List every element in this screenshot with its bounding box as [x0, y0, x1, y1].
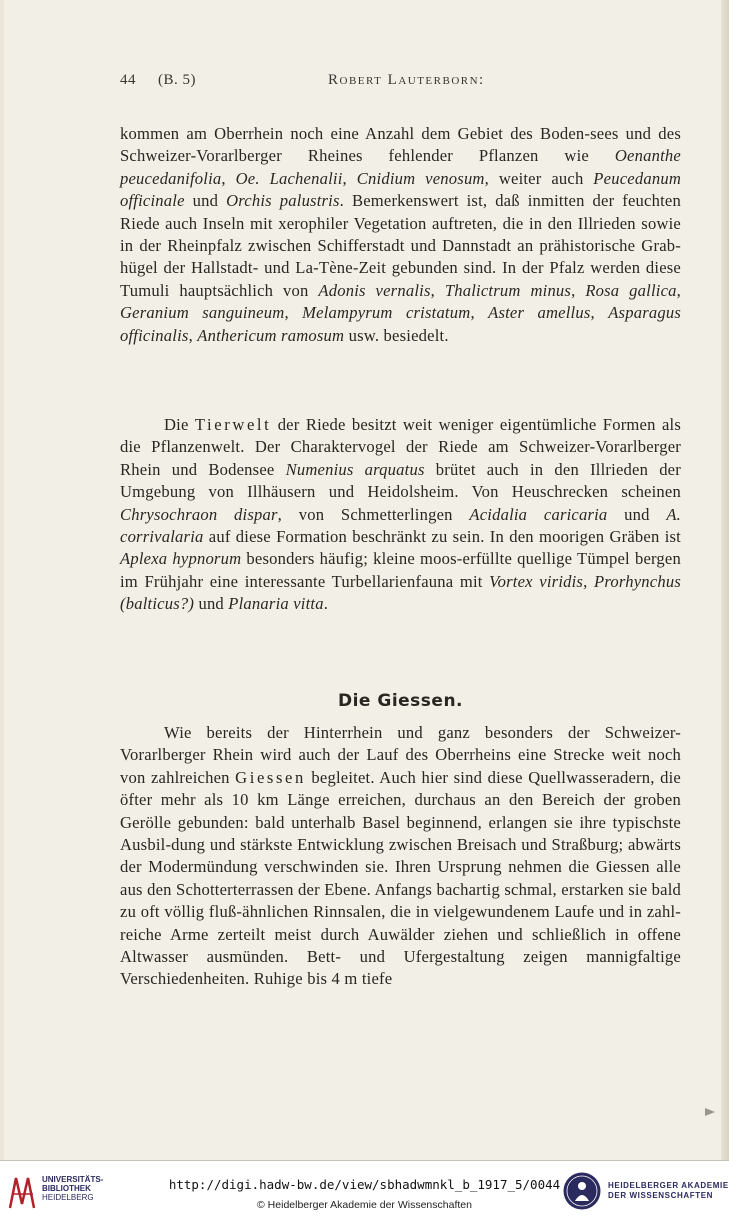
section-heading: Die Giessen. — [337, 691, 464, 711]
paragraph-giessen — [120, 722, 681, 991]
species-name: Oenanthe peucedanifolia — [120, 146, 681, 188]
academy-line-1: HEIDELBERGER AKADEMIE — [608, 1181, 729, 1190]
species-name: Prorhynchus (balticus?) — [120, 571, 681, 614]
page-corner-mark — [705, 1108, 715, 1116]
species-name: Thalictrum minus — [444, 280, 572, 300]
species-name: Numenius arquatus — [285, 459, 425, 479]
text-run: , — [342, 168, 357, 188]
text-run: Die — [164, 415, 195, 434]
academy-label — [608, 1181, 729, 1201]
page-number: 44 — [120, 72, 136, 88]
text-run: , von Schmetterlingen — [277, 504, 470, 524]
species-name: Cnidium venosum — [356, 168, 485, 188]
text-run: kommen am Oberrhein noch eine Anzahl dem Gebiet des Boden-sees und des Schweizer-Vorarlberger Rheines fehlender Pflanzen wie — [120, 124, 681, 166]
digitization-footer — [0, 1161, 729, 1217]
text-run: , — [430, 280, 445, 300]
text-run: , — [284, 303, 303, 323]
text-run: , weiter auch — [484, 168, 594, 188]
paragraph-flora-text — [120, 123, 681, 347]
spaced-emphasis: Tierwelt — [194, 415, 272, 434]
library-line-1: UNIVERSITÄTS- — [42, 1175, 104, 1184]
species-name: Acidalia caricaria — [469, 504, 608, 524]
species-name: Aplexa hypnorum — [120, 549, 242, 569]
library-line-2: BIBLIOTHEK — [42, 1184, 91, 1193]
text-run: und — [194, 594, 229, 614]
text-run: Wie bereits der Hinterrhein und ganz besonders der Schweizer-Vorarlberger Rhein wird auch der Lauf des Oberrheins eine Strecke weit noch von zahlreichen — [120, 723, 681, 787]
species-name: Peucedanum officinale — [120, 168, 681, 211]
species-name: Aster amellus — [488, 303, 591, 323]
species-name: Orchis palustris — [226, 191, 340, 211]
section-reference: (B. 5) — [158, 72, 196, 88]
page-edge-right — [721, 0, 729, 1160]
paragraph-fauna-text — [120, 414, 681, 616]
text-run: und — [184, 191, 227, 211]
spaced-emphasis: Giessen — [235, 767, 306, 787]
permalink-url[interactable]: http://digi.hadw-bw.de/view/sbhadwmnkl_b_1917_5/0044 — [168, 1177, 561, 1192]
text-run: begleitet. Auch hier sind diese Quellwasseradern, die öfter mehr als 10 km Länge erreichen, durchaus an den Bereich der groben Gerölle gebunden: bald unterhalb Basel beginnend, erlangen sie ihre typischste Ausbil-dung und stärkste Entwicklung zwischen Breisach und Straßburg; abwärts der Modermündung verschwinden sie. Ihren Ursprung nehmen die Giessen alle aus den Schotterterrassen der Ebene. Anfangs bachartig schmal, erstarken sie bald zu oft völlig fluß-ähnlichen Rinnsalen, die in vielgewundenem Laufe und in zahl-reiche Arme zerteilt meist durch Auwälder ziehen und schließlich in offene Altwasser ausmünden. Bett- und Ufergestaltung zeigen mannigfaltige Verschiedenheiten. Ruhige bis 4 m tiefe — [120, 767, 681, 989]
text-run: , — [470, 303, 489, 323]
text-run: , — [221, 168, 236, 188]
species-name: Chrysochraon dispar — [120, 504, 278, 524]
species-name: Asparagus officinalis — [120, 303, 681, 345]
paragraph-fauna — [120, 414, 681, 616]
text-run: brütet auch in den Illrieden der Umgebung von Illhäusern und Heidolsheim. Von Heuschrecken scheinen — [120, 459, 681, 502]
text-run: besonders häufig; kleine moos-erfüllte quellige Tümpel bergen im Frühjahr eine interessante Turbellarienfauna mit — [120, 549, 681, 591]
species-name: Anthericum ramosum — [197, 325, 345, 345]
text-run: auf diese Formation beschränkt zu sein. In den moorigen Gräben ist — [203, 527, 681, 547]
text-run: der Riede besitzt weit weniger eigentümliche Formen als die Pflanzenwelt. Der Charaktervogel der Riede am Schweizer-Vorarlberger Rhein und Bodensee — [120, 415, 681, 479]
text-run: . Bemerkenswert ist, daß inmitten der feuchten Riede auch Inseln mit xerophiler Vegetation auftreten, die in den Illrieden sowie in der Rheinpfalz zwischen Schifferstadt und Dannstadt an prähistorische Grab-hügel der Hallstadt- und La-Tène-Zeit gebunden sind. In der Pfalz werden diese Tumuli hauptsächlich von — [120, 191, 681, 300]
text-run: . — [323, 594, 329, 614]
text-run: , — [583, 571, 594, 591]
species-name: Rosa gallica — [585, 280, 677, 300]
academy-line-2: DER WISSENSCHAFTEN — [608, 1191, 714, 1200]
text-run: , — [571, 280, 586, 300]
page-edge-left — [0, 0, 4, 1160]
species-name: Vortex viridis — [489, 571, 584, 591]
author-name: Robert Lauterborn: — [328, 72, 485, 88]
species-name: Adonis vernalis — [318, 280, 431, 300]
text-run: , — [188, 325, 198, 345]
species-name: Planaria vitta — [228, 594, 324, 614]
text-run: usw. besiedelt. — [344, 325, 449, 345]
species-name: Geranium sanguineum — [120, 303, 285, 323]
paragraph-giessen-text — [120, 722, 681, 991]
academy-seal-icon — [562, 1171, 602, 1211]
species-name: Oe. Lachenalii — [235, 168, 343, 188]
paragraph-flora — [120, 123, 681, 347]
text-run: , — [590, 303, 609, 323]
library-line-3: HEIDELBERG — [42, 1193, 94, 1202]
text-run: , — [676, 280, 682, 300]
species-name: A. corrivalaria — [120, 504, 682, 547]
text-run: und — [607, 504, 667, 524]
copyright-notice: © Heidelberger Akademie der Wissenschaften — [257, 1199, 472, 1211]
species-name: Melampyrum cristatum — [302, 303, 471, 323]
